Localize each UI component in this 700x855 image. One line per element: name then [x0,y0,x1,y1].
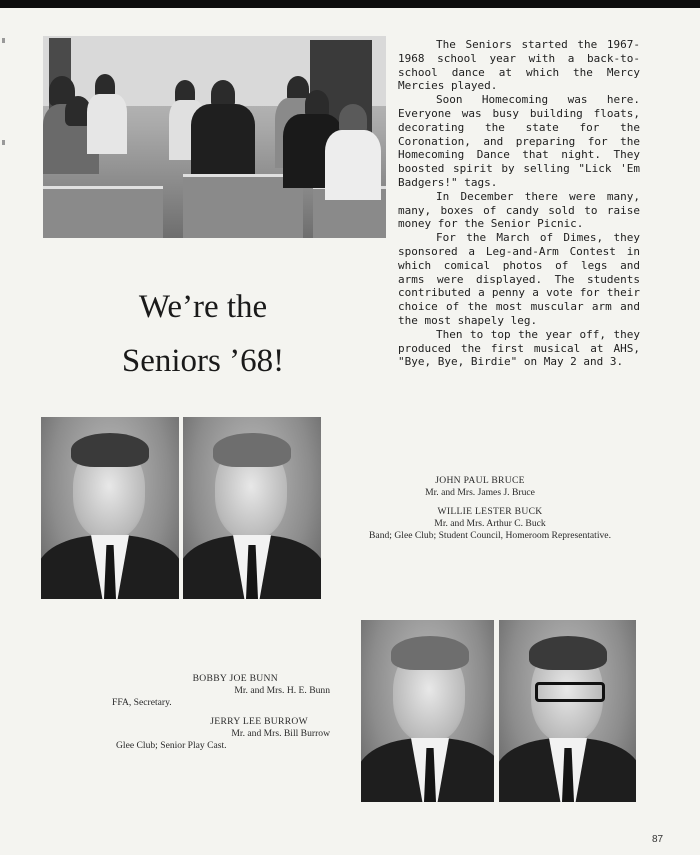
portrait-jerry-lee-burrow [499,620,636,802]
top-border [0,0,700,8]
senior-name: WILLIE LESTER BUCK [437,506,543,517]
caption-bobby-joe-bunn [112,673,330,709]
article-paragraph: For the March of Dimes, they sponsored a Leg-and-Arm Contest in which comical photos of legs and arms were displayed. The students contributed a penny a vote for their choice of the most muscular arm and the most shapely leg. [398,231,640,327]
article-paragraph: Soon Homecoming was here. Everyone was busy building floats, decorating the state for the Coronation, and preparing for the Homecoming Dance that night. They boosted spirit by selling "Lick 'Em Badgers!" tags. [398,93,640,189]
caption-john-paul-bruce [400,475,560,499]
senior-parents: Mr. and Mrs. James J. Bruce [425,487,535,498]
edge-mark [2,140,5,145]
article-paragraph: Then to top the year off, they produced the first musical at AHS, "Bye, Bye, Birdie" on May 2 and 3. [398,327,640,369]
class-photo [43,36,386,238]
senior-parents: Mr. and Mrs. Bill Burrow [231,728,330,739]
portrait-john-paul-bruce [41,417,179,599]
senior-activities: Glee Club; Senior Play Cast. [116,740,227,751]
article-text [398,38,640,369]
senior-name: JOHN PAUL BRUCE [435,475,525,486]
caption-jerry-lee-burrow [112,716,330,752]
edge-mark [2,38,5,43]
senior-activities: Band; Glee Club; Student Council, Homeroom Representative. [369,530,611,541]
headline-line-1: We’re the [138,289,268,325]
portrait-bobby-joe-bunn [361,620,494,802]
senior-name: JERRY LEE BURROW [210,716,308,727]
senior-activities: FFA, Secretary. [112,697,172,708]
article-paragraph: In December there were many, many, boxes of candy sold to raise money for the Senior Picnic. [398,189,640,231]
article-paragraph: The Seniors started the 1967-1968 school year with a back-to-school dance at which the Mercy Mercies played. [398,38,640,93]
page-headline [43,280,363,388]
portrait-willie-lester-buck [183,417,321,599]
senior-parents: Mr. and Mrs. Arthur C. Buck [434,518,546,529]
senior-name: BOBBY JOE BUNN [192,673,278,684]
page-number: 87 [652,834,664,845]
headline-line-2: Seniors ’68! [121,343,285,379]
caption-willie-lester-buck [340,506,640,542]
senior-parents: Mr. and Mrs. H. E. Bunn [234,685,330,696]
